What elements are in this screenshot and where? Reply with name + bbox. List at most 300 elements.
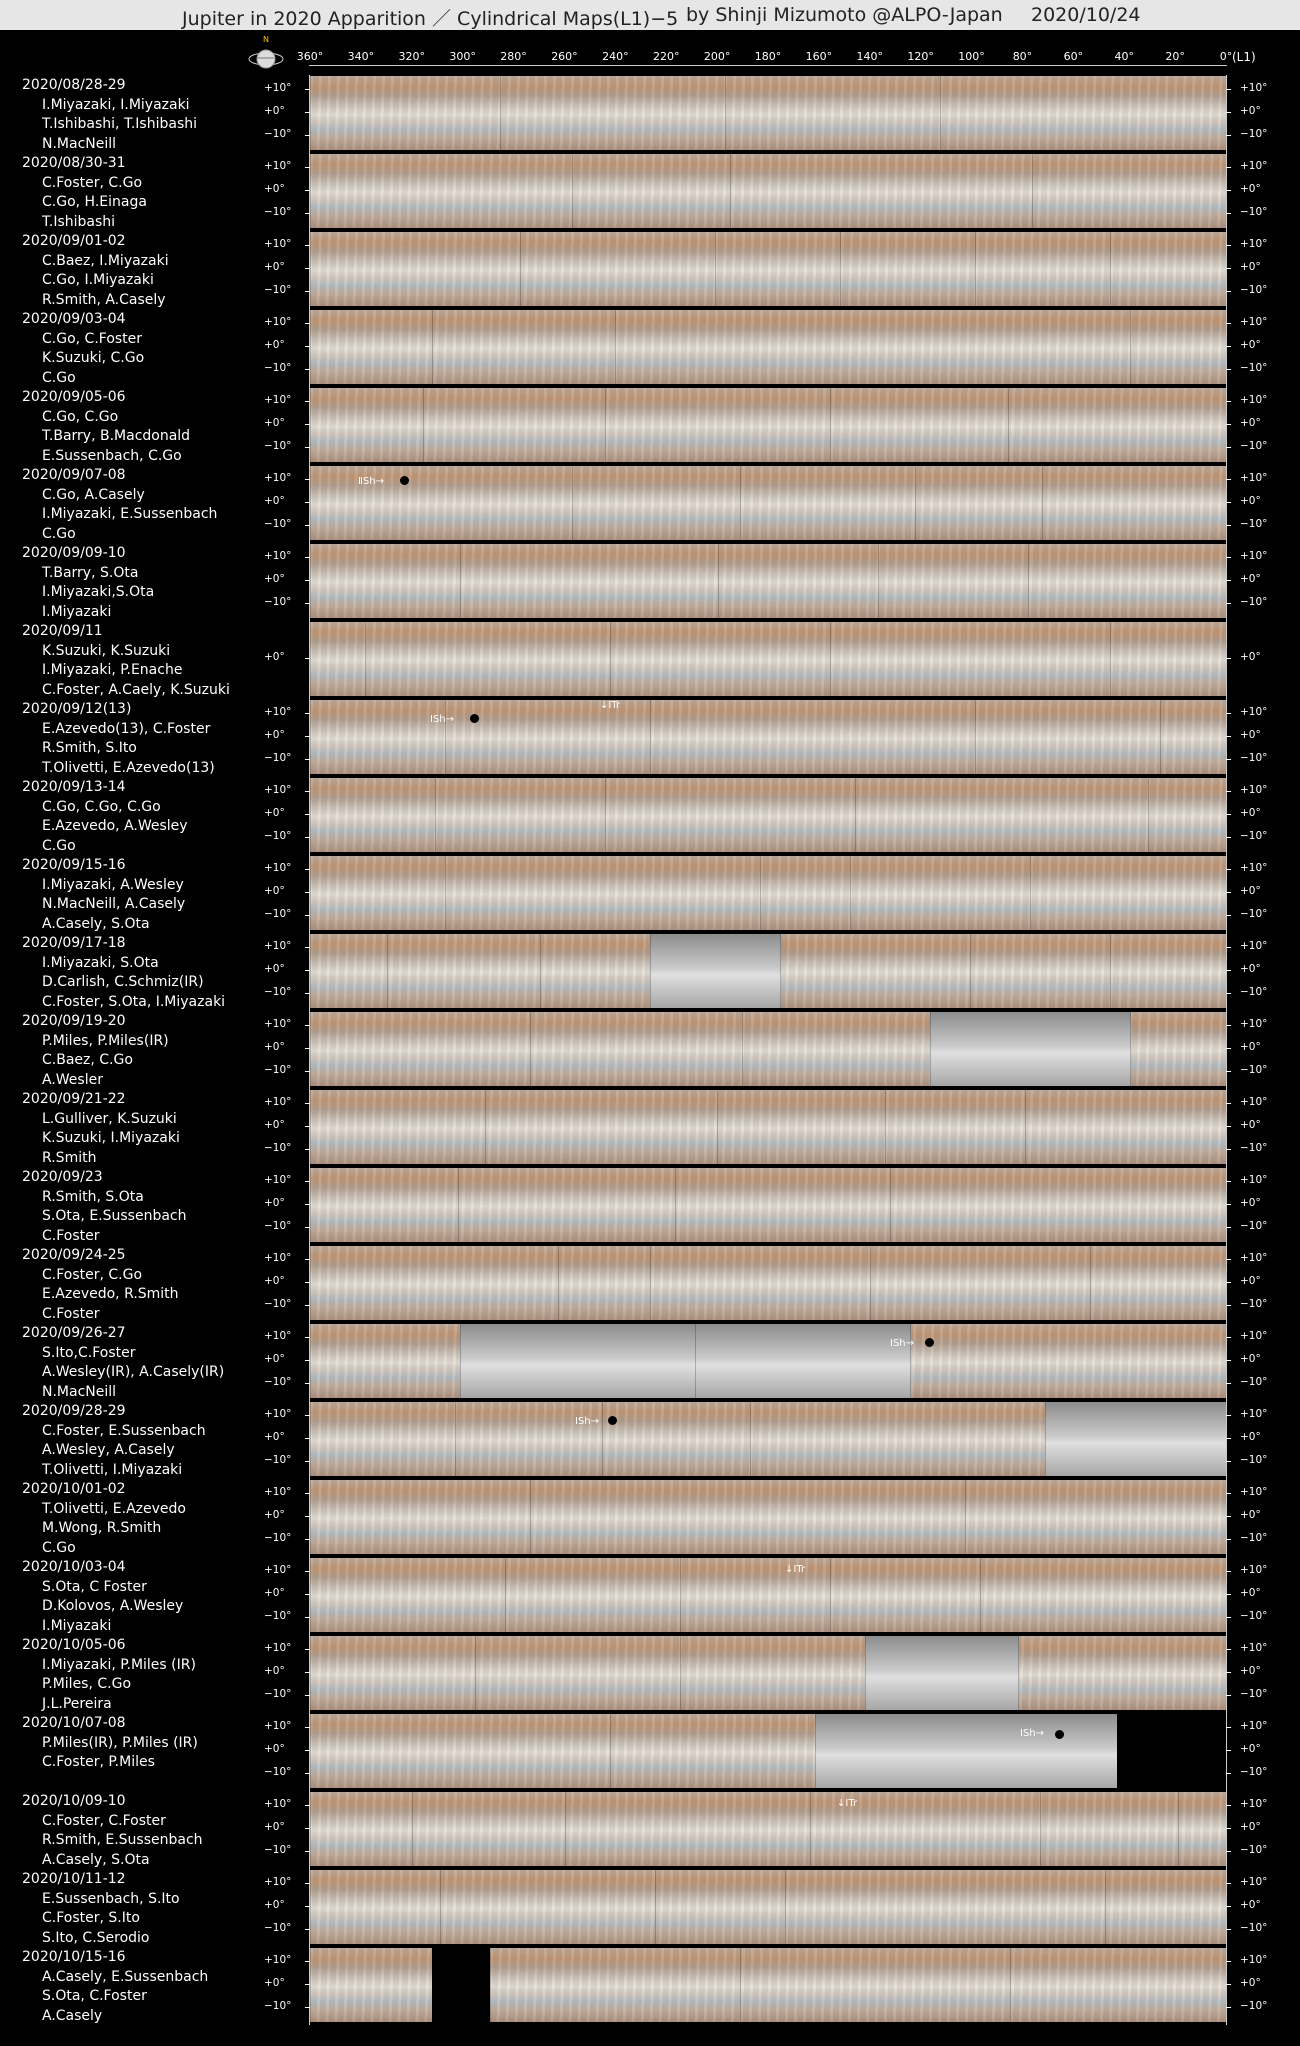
latitude-label-right: +0° xyxy=(1240,1587,1261,1599)
observer-line: C.Go xyxy=(42,837,76,854)
latitude-tick xyxy=(1226,580,1231,581)
latitude-tick xyxy=(1226,915,1231,916)
latitude-tick xyxy=(305,1337,310,1338)
latitude-label-right: +0° xyxy=(1240,573,1261,585)
observer-line: C.Foster, P.Miles xyxy=(42,1754,155,1770)
latitude-tick xyxy=(1226,1571,1231,1572)
latitude-tick xyxy=(305,580,310,581)
latitude-tick xyxy=(1226,1672,1231,1673)
latitude-tick xyxy=(1226,970,1231,971)
observer-line: N.MacNeill, A.Casely xyxy=(42,896,186,912)
latitude-label-left: +0° xyxy=(264,807,285,819)
observer-line: C.Go xyxy=(42,369,76,386)
latitude-label-right: −10° xyxy=(1240,1610,1268,1622)
latitude-label-left: +0° xyxy=(264,729,285,741)
latitude-tick xyxy=(305,947,310,948)
longitude-tick: 20° xyxy=(1165,50,1185,63)
map-segment xyxy=(610,1714,816,1788)
observer-line: S.Ota, C Foster xyxy=(42,1578,147,1595)
latitude-tick xyxy=(1226,837,1231,838)
observation-date: 2020/09/23 xyxy=(22,1169,103,1185)
cylindrical-map-strip xyxy=(310,1090,1226,1164)
observer-line: E.Azevedo, A.Wesley xyxy=(42,818,188,834)
observer-line: T.Olivetti, I.Miyazaki xyxy=(42,1461,183,1478)
observer-line: T.Barry, B.Macdonald xyxy=(42,428,191,444)
map-segment xyxy=(717,1090,886,1164)
latitude-label-left: +0° xyxy=(264,1821,285,1833)
latitude-tick xyxy=(1226,1337,1231,1338)
latitude-label-left: −10° xyxy=(264,1298,292,1310)
latitude-label-left: −10° xyxy=(264,1766,292,1778)
latitude-label-right: +0° xyxy=(1240,339,1261,351)
moon-shadow-spot xyxy=(1055,1730,1064,1739)
latitude-label-right: +10° xyxy=(1240,160,1268,172)
latitude-label-left: −10° xyxy=(264,908,292,920)
observer-line: C.Go xyxy=(42,1539,76,1556)
map-segment xyxy=(1008,388,1226,462)
observation-date: 2020/09/13-14 xyxy=(22,779,126,795)
map-segment xyxy=(558,1246,651,1320)
latitude-label-right: +10° xyxy=(1240,1486,1268,1498)
observer-line: E.Sussenbach, C.Go xyxy=(42,447,182,464)
latitude-tick xyxy=(305,1617,310,1618)
latitude-label-right: −10° xyxy=(1240,128,1268,140)
latitude-label-left: −10° xyxy=(264,986,292,998)
latitude-tick xyxy=(1226,1984,1231,1985)
observation-date: 2020/08/30-31 xyxy=(22,155,126,171)
latitude-tick xyxy=(1226,1594,1231,1595)
latitude-tick xyxy=(1226,736,1231,737)
map-segment xyxy=(975,232,1111,306)
latitude-label-left: −10° xyxy=(264,1220,292,1232)
cylindrical-map-strip xyxy=(310,700,1226,774)
latitude-label-left: +0° xyxy=(264,963,285,975)
latitude-label-left: +10° xyxy=(264,1720,292,1732)
latitude-tick xyxy=(1226,1516,1231,1517)
latitude-label-left: +0° xyxy=(264,1977,285,1989)
latitude-tick xyxy=(305,1851,310,1852)
latitude-label-right: −10° xyxy=(1240,1376,1268,1388)
observation-date: 2020/09/19-20 xyxy=(22,1013,126,1029)
observer-line: R.Smith, S.Ito xyxy=(42,740,137,756)
map-segment xyxy=(572,466,741,540)
satellite-annotation: ⅡSh→ xyxy=(358,476,384,487)
observation-date: 2020/09/24-25 xyxy=(22,1247,126,1263)
latitude-tick xyxy=(1226,1025,1231,1026)
map-segment xyxy=(940,76,1226,150)
latitude-label-left: +10° xyxy=(264,316,292,328)
latitude-label-left: +0° xyxy=(264,1275,285,1287)
latitude-label-left: −10° xyxy=(264,1376,292,1388)
map-segment xyxy=(455,1402,603,1476)
map-segment xyxy=(680,1558,831,1632)
latitude-label-left: −10° xyxy=(264,128,292,140)
observer-line: I.Miyazaki, S.Ota xyxy=(42,954,159,971)
map-segment xyxy=(445,700,651,774)
observation-date: 2020/09/28-29 xyxy=(22,1403,126,1419)
cylindrical-map-strip xyxy=(310,622,1226,696)
cylindrical-map-strip xyxy=(310,544,1226,618)
latitude-label-left: −10° xyxy=(264,440,292,452)
latitude-tick xyxy=(1226,1539,1231,1540)
latitude-tick xyxy=(1226,112,1231,113)
latitude-label-left: +0° xyxy=(264,1119,285,1131)
latitude-label-right: +10° xyxy=(1240,1096,1268,1108)
latitude-label-right: −10° xyxy=(1240,1532,1268,1544)
latitude-label-left: −10° xyxy=(264,1532,292,1544)
observation-date: 2020/10/03-04 xyxy=(22,1559,126,1575)
latitude-tick xyxy=(305,213,310,214)
latitude-tick xyxy=(1226,1126,1231,1127)
map-segment xyxy=(310,388,424,462)
cylindrical-map-strip xyxy=(310,1324,1226,1398)
map-segment xyxy=(605,388,831,462)
latitude-label-left: +10° xyxy=(264,238,292,250)
latitude-label-right: +0° xyxy=(1240,1509,1261,1521)
latitude-tick xyxy=(1226,814,1231,815)
map-segment xyxy=(970,934,1111,1008)
latitude-label-right: +0° xyxy=(1240,885,1261,897)
latitude-label-right: −10° xyxy=(1240,1922,1268,1934)
latitude-label-left: +0° xyxy=(264,1509,285,1521)
latitude-label-left: +0° xyxy=(264,339,285,351)
latitude-tick xyxy=(305,791,310,792)
latitude-tick xyxy=(305,479,310,480)
cylindrical-map-strip xyxy=(310,856,1226,930)
latitude-label-right: +0° xyxy=(1240,1119,1261,1131)
longitude-tick: 0° xyxy=(1219,50,1233,63)
observation-date: 2020/10/01-02 xyxy=(22,1481,126,1497)
map-segment xyxy=(310,1246,559,1320)
map-segment xyxy=(695,1324,911,1398)
latitude-tick xyxy=(1226,557,1231,558)
latitude-label-right: +0° xyxy=(1240,1041,1261,1053)
latitude-tick xyxy=(305,557,310,558)
observation-date: 2020/10/11-12 xyxy=(22,1871,126,1887)
latitude-tick xyxy=(1226,1204,1231,1205)
map-segment xyxy=(1010,1948,1226,2022)
observer-line: C.Go, C.Go, C.Go xyxy=(42,798,161,815)
observer-line: E.Azevedo(13), C.Foster xyxy=(42,720,211,737)
latitude-tick xyxy=(305,112,310,113)
observer-line: A.Wesley, A.Casely xyxy=(42,1442,175,1458)
satellite-annotation: ↓ⅠTr xyxy=(600,700,621,711)
cylindrical-map-strip xyxy=(310,778,1226,852)
latitude-label-right: −10° xyxy=(1240,1454,1268,1466)
observer-line: C.Go, C.Go xyxy=(42,408,119,425)
moon-shadow-spot xyxy=(400,476,409,485)
map-segment xyxy=(460,1324,696,1398)
latitude-label-right: −10° xyxy=(1240,1142,1268,1154)
observer-line: E.Sussenbach, S.Ito xyxy=(42,1890,180,1907)
map-segment xyxy=(310,1948,433,2022)
latitude-tick xyxy=(305,1360,310,1361)
map-segment xyxy=(740,466,916,540)
latitude-label-left: +0° xyxy=(264,417,285,429)
latitude-tick xyxy=(1226,401,1231,402)
map-segment xyxy=(760,856,851,930)
map-segment xyxy=(675,1168,891,1242)
observer-line: P.Miles, C.Go xyxy=(42,1676,132,1692)
latitude-label-right: +10° xyxy=(1240,1330,1268,1342)
latitude-tick xyxy=(305,1961,310,1962)
observer-line: I.Miyazaki xyxy=(42,1617,112,1634)
observation-date: 2020/09/26-27 xyxy=(22,1325,126,1341)
map-segment xyxy=(680,1636,866,1710)
map-segment xyxy=(475,1636,681,1710)
latitude-label-left: −10° xyxy=(264,206,292,218)
map-segment xyxy=(1130,1012,1226,1086)
latitude-tick xyxy=(1226,245,1231,246)
latitude-label-left: −10° xyxy=(264,830,292,842)
map-segment xyxy=(830,622,1111,696)
latitude-label-right: +0° xyxy=(1240,1431,1261,1443)
latitude-tick xyxy=(305,837,310,838)
observer-line: C.Foster xyxy=(42,1305,100,1322)
latitude-label-right: −10° xyxy=(1240,752,1268,764)
latitude-label-right: +10° xyxy=(1240,1174,1268,1186)
latitude-label-left: +0° xyxy=(264,495,285,507)
cylindrical-map-strip xyxy=(310,154,1226,228)
latitude-tick xyxy=(1226,502,1231,503)
latitude-label-right: +0° xyxy=(1240,1977,1261,1989)
latitude-tick xyxy=(1226,1383,1231,1384)
latitude-label-right: +10° xyxy=(1240,238,1268,250)
latitude-tick xyxy=(305,401,310,402)
latitude-tick xyxy=(1226,2007,1231,2008)
latitude-tick xyxy=(305,502,310,503)
latitude-label-right: +0° xyxy=(1240,261,1261,273)
map-segment xyxy=(310,466,573,540)
longitude-tick: 360° xyxy=(296,50,324,63)
latitude-tick xyxy=(305,970,310,971)
map-segment xyxy=(435,778,606,852)
latitude-label-right: −10° xyxy=(1240,362,1268,374)
observation-date: 2020/09/15-16 xyxy=(22,857,126,873)
latitude-label-left: +10° xyxy=(264,1954,292,1966)
north-label: N xyxy=(263,35,269,44)
latitude-label-right: +0° xyxy=(1240,1821,1261,1833)
map-segment xyxy=(655,1870,786,1944)
latitude-label-right: −10° xyxy=(1240,596,1268,608)
latitude-label-left: +0° xyxy=(264,573,285,585)
latitude-tick xyxy=(305,1149,310,1150)
observer-line: R.Smith, S.Ota xyxy=(42,1188,144,1205)
cylindrical-map-strip xyxy=(310,466,1226,540)
map-segment xyxy=(530,1012,743,1086)
latitude-tick xyxy=(305,1204,310,1205)
latitude-tick xyxy=(305,1048,310,1049)
observer-line: C.Foster, A.Caely, K.Suzuki xyxy=(42,681,230,698)
latitude-label-right: −10° xyxy=(1240,908,1268,920)
latitude-label-left: −10° xyxy=(264,1142,292,1154)
map-segment xyxy=(605,778,856,852)
observer-line: N.MacNeill xyxy=(42,1383,117,1400)
map-segment xyxy=(1110,622,1226,696)
scale-rule xyxy=(309,65,1227,66)
observer-line: C.Foster, S.Ito xyxy=(42,1910,140,1926)
latitude-tick xyxy=(1226,135,1231,136)
map-segment xyxy=(1042,466,1226,540)
observer-line: J.L.Pereira xyxy=(42,1695,112,1712)
latitude-tick xyxy=(1226,947,1231,948)
latitude-label-right: +10° xyxy=(1240,1954,1268,1966)
latitude-tick xyxy=(305,1259,310,1260)
map-segment xyxy=(1178,1792,1226,1866)
latitude-label-left: −10° xyxy=(264,362,292,374)
latitude-tick xyxy=(305,1181,310,1182)
latitude-tick xyxy=(305,245,310,246)
latitude-label-left: −10° xyxy=(264,596,292,608)
map-segment xyxy=(1110,934,1226,1008)
longitude-tick: 40° xyxy=(1114,50,1134,63)
latitude-tick xyxy=(1226,1851,1231,1852)
cylindrical-map-strip xyxy=(310,388,1226,462)
observation-date: 2020/08/28-29 xyxy=(22,77,126,93)
cylindrical-map-strip xyxy=(310,1402,1226,1476)
map-segment xyxy=(485,1090,718,1164)
latitude-tick xyxy=(1226,268,1231,269)
latitude-tick xyxy=(1226,1828,1231,1829)
latitude-tick xyxy=(305,869,310,870)
map-segment xyxy=(650,700,976,774)
cylindrical-map-strip xyxy=(310,1558,1226,1632)
map-segment xyxy=(602,1402,751,1476)
observer-line: C.Go, C.Foster xyxy=(42,330,143,347)
observation-date: 2020/09/07-08 xyxy=(22,467,126,483)
latitude-tick xyxy=(1226,1727,1231,1728)
observer-line: P.Miles, P.Miles(IR) xyxy=(42,1032,169,1049)
longitude-tick: 260° xyxy=(551,50,578,63)
observer-line: C.Baez, C.Go xyxy=(42,1052,133,1068)
latitude-label-right: +0° xyxy=(1240,807,1261,819)
latitude-label-right: +10° xyxy=(1240,940,1268,952)
latitude-tick xyxy=(305,1071,310,1072)
map-segment xyxy=(310,856,446,930)
latitude-tick xyxy=(305,447,310,448)
latitude-label-right: +10° xyxy=(1240,1720,1268,1732)
observer-line: I.Miyazaki xyxy=(42,603,112,620)
map-segment xyxy=(490,1948,741,2022)
latitude-label-right: +10° xyxy=(1240,1642,1268,1654)
map-segment xyxy=(310,1090,486,1164)
latitude-tick xyxy=(305,424,310,425)
latitude-label-right: +10° xyxy=(1240,784,1268,796)
latitude-tick xyxy=(305,369,310,370)
latitude-label-right: +10° xyxy=(1240,1798,1268,1810)
longitude-tick: 160° xyxy=(805,50,833,63)
map-segment xyxy=(930,1012,1131,1086)
latitude-tick xyxy=(1226,1929,1231,1930)
observation-date: 2020/10/07-08 xyxy=(22,1715,126,1731)
latitude-label-left: −10° xyxy=(264,1454,292,1466)
latitude-tick xyxy=(1226,369,1231,370)
latitude-tick xyxy=(305,1461,310,1462)
satellite-annotation: ↓ⅠTr xyxy=(785,1564,806,1575)
cylindrical-map-strip xyxy=(310,232,1226,306)
latitude-tick xyxy=(305,713,310,714)
observation-date: 2020/09/01-02 xyxy=(22,233,126,249)
map-segment xyxy=(1090,1246,1226,1320)
latitude-label-right: +10° xyxy=(1240,706,1268,718)
latitude-tick xyxy=(305,1773,310,1774)
latitude-tick xyxy=(305,268,310,269)
longitude-tick: 180° xyxy=(754,50,782,63)
map-segment xyxy=(310,1636,476,1710)
observation-date: 2020/09/17-18 xyxy=(22,935,126,951)
map-segment xyxy=(310,1480,531,1554)
observer-line: S.Ota, C.Foster xyxy=(42,1988,147,2004)
longitude-tick: 240° xyxy=(602,50,629,63)
latitude-tick xyxy=(305,1025,310,1026)
latitude-tick xyxy=(305,759,310,760)
latitude-tick xyxy=(305,1571,310,1572)
longitude-tick: 300° xyxy=(449,50,476,63)
map-segment xyxy=(310,1168,459,1242)
latitude-tick xyxy=(1226,1883,1231,1884)
latitude-label-left: +0° xyxy=(264,1353,285,1365)
longitude-tick: 80° xyxy=(1012,50,1033,63)
map-segment xyxy=(878,544,1029,618)
latitude-label-right: +0° xyxy=(1240,183,1261,195)
latitude-tick xyxy=(305,1828,310,1829)
latitude-label-right: +10° xyxy=(1240,1252,1268,1264)
map-segment xyxy=(975,700,1161,774)
observer-line: A.Casely, S.Ota xyxy=(42,915,150,932)
observer-line: C.Go, I.Miyazaki xyxy=(42,272,154,288)
latitude-label-left: −10° xyxy=(264,1688,292,1700)
latitude-label-right: −10° xyxy=(1240,2000,1268,2012)
latitude-tick xyxy=(305,1126,310,1127)
latitude-label-left: +0° xyxy=(264,651,285,663)
map-segment xyxy=(730,154,1033,228)
cylindrical-map-strip xyxy=(310,1714,1226,1788)
latitude-tick xyxy=(1226,1071,1231,1072)
cylindrical-map-strip xyxy=(310,310,1226,384)
observer-line: I.Miyazaki,S.Ota xyxy=(42,584,155,600)
latitude-tick xyxy=(305,291,310,292)
map-segment xyxy=(1045,1402,1226,1476)
latitude-tick xyxy=(305,1672,310,1673)
latitude-label-right: +10° xyxy=(1240,1408,1268,1420)
observer-line: C.Foster, S.Ota, I.Miyazaki xyxy=(42,993,226,1010)
map-segment xyxy=(850,856,1031,930)
observer-line: K.Suzuki, I.Miyazaki xyxy=(42,1130,180,1146)
latitude-tick xyxy=(305,1805,310,1806)
satellite-annotation: ⅠSh→ xyxy=(1020,1728,1045,1739)
latitude-label-left: +0° xyxy=(264,1665,285,1677)
latitude-tick xyxy=(1226,603,1231,604)
latitude-tick xyxy=(305,1594,310,1595)
map-segment xyxy=(440,1870,656,1944)
longitude-tick: 100° xyxy=(958,50,985,63)
map-segment xyxy=(785,1870,1106,1944)
map-segment xyxy=(870,1246,1091,1320)
latitude-tick xyxy=(1226,346,1231,347)
latitude-label-left: −10° xyxy=(264,1064,292,1076)
system-label: (L1) xyxy=(1232,50,1256,64)
latitude-tick xyxy=(1226,1227,1231,1228)
latitude-tick xyxy=(305,892,310,893)
latitude-tick xyxy=(305,1493,310,1494)
moon-shadow-spot xyxy=(925,1338,934,1347)
latitude-tick xyxy=(1226,1305,1231,1306)
map-segment xyxy=(750,1402,1046,1476)
latitude-tick xyxy=(1226,869,1231,870)
latitude-label-left: +10° xyxy=(264,1798,292,1810)
latitude-label-right: +10° xyxy=(1240,316,1268,328)
observer-line: T.Barry, S.Ota xyxy=(42,564,139,581)
